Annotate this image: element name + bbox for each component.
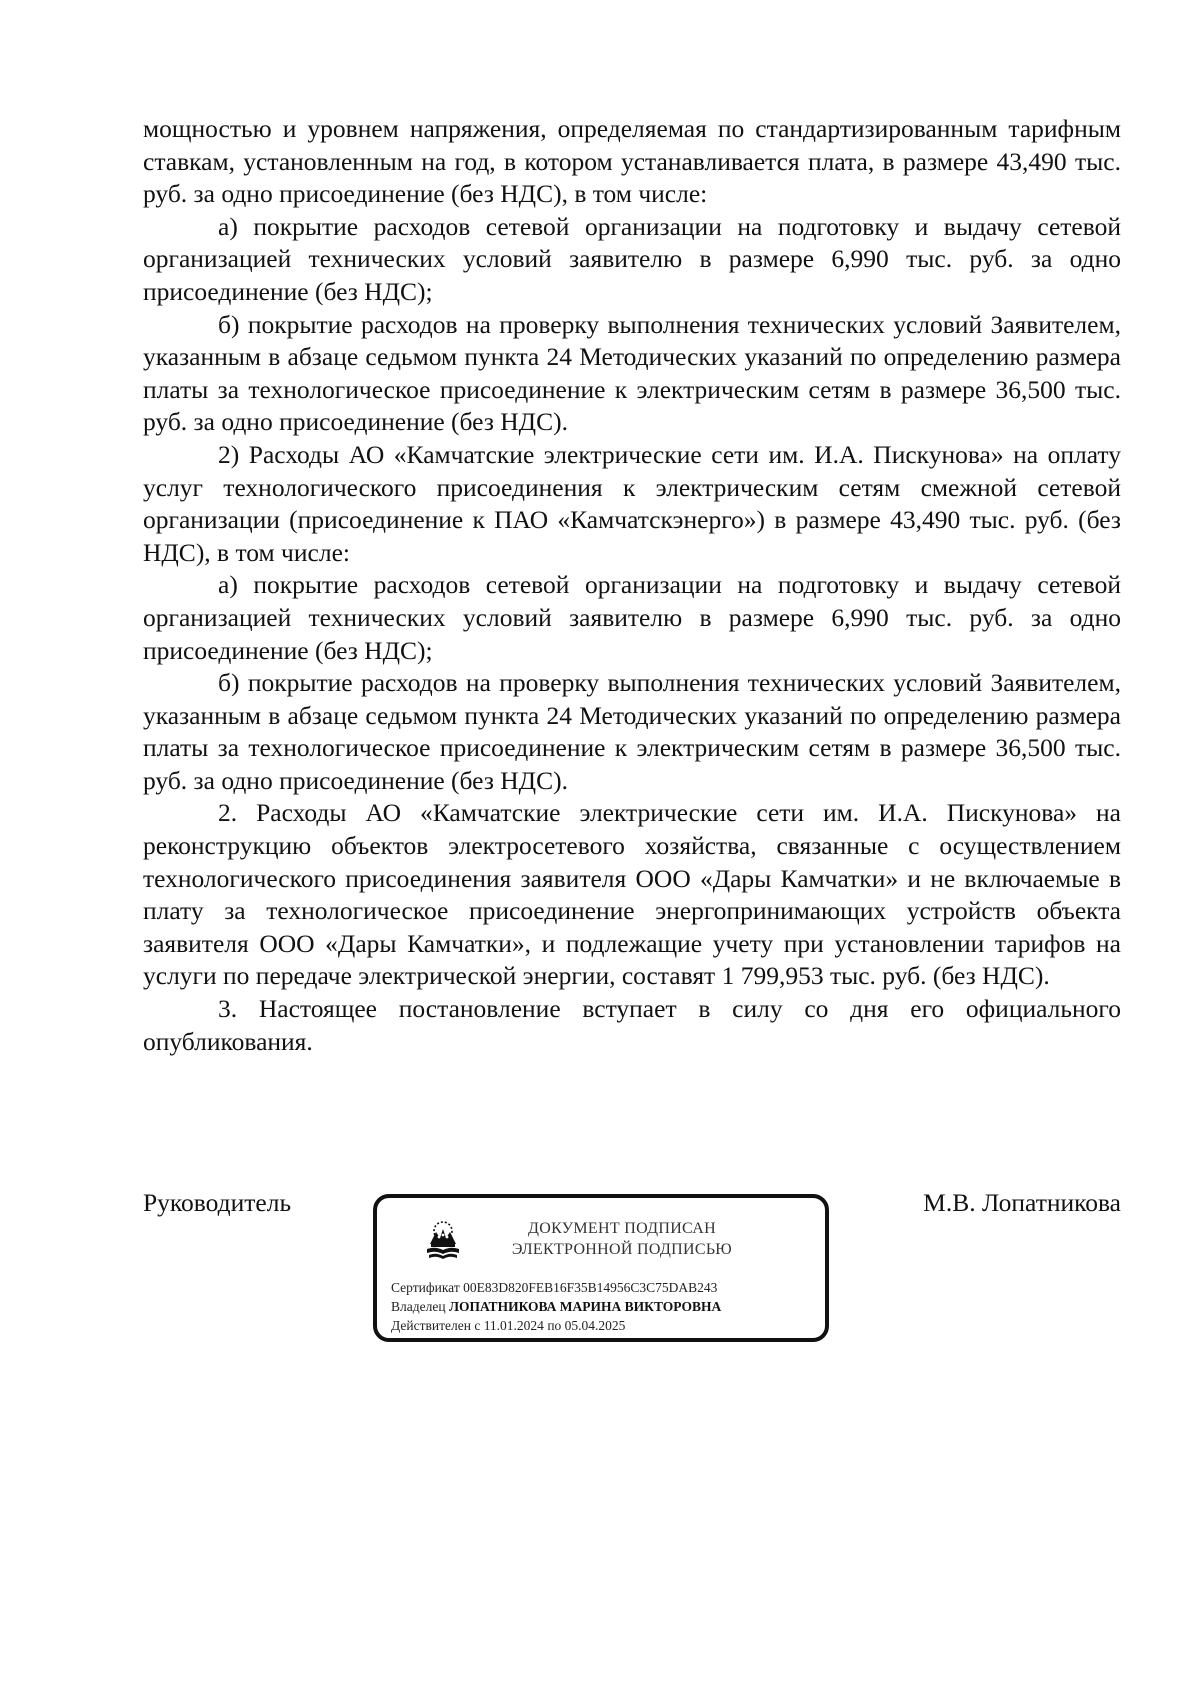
paragraph-item-a: а) покрытие расходов сетевой организации на подготовку и выдачу сетевой организацией технических условий заявителю в размере 6,990 тыс. руб. за одно присоединение (без НДС);: [143, 570, 1121, 665]
stamp-certificate-line: [391, 1278, 721, 1297]
valid-to-label: по: [547, 1318, 562, 1333]
signer-name: М.В. Лопатникова: [923, 1188, 1121, 1217]
paragraph-item-b: б) покрытие расходов на проверку выполнения технических условий Заявителем, указанным в абзаце седьмом пункта 24 Методических указаний по определению размера платы за технологическое присоединение к электрическим сетям в размере 36,500 тыс. руб. за одно присоединение (без НДС).: [143, 309, 1121, 437]
signer-title: Руководитель: [143, 1188, 292, 1217]
certificate-value: 00E83D820FEB16F35B14956C3C75DAB243: [463, 1280, 718, 1295]
valid-from-date: 11.01.2024: [483, 1318, 544, 1333]
owner-value: ЛОПАТНИКОВА МАРИНА ВИКТОРОВНА: [448, 1299, 722, 1314]
valid-to-date: 05.04.2025: [564, 1318, 626, 1333]
paragraph-item-b: б) покрытие расходов на проверку выполнения технических условий Заявителем, указанным в абзаце седьмом пункта 24 Методических указаний по определению размера платы за технологическое присоединение к электрическим сетям в размере 36,500 тыс. руб. за одно присоединение (без НДС).: [143, 668, 1121, 795]
owner-label: Владелец: [391, 1299, 446, 1314]
paragraph-point-3-effective: 3. Настоящее постановление вступает в силу со дня его официального опубликования.: [143, 994, 1121, 1056]
stamp-heading-line: ЭЛЕКТРОННОЙ ПОДПИСЬЮ: [511, 1241, 733, 1258]
valid-from-label: с: [474, 1318, 481, 1333]
paragraph-item-a: а) покрытие расходов сетевой организации на подготовку и выдачу сетевой организацией технических условий заявителю в размере 6,990 тыс. руб. за одно присоединение (без НДС);: [143, 211, 1121, 306]
stamp-heading-line: ДОКУМЕНТ ПОДПИСАН: [528, 1220, 716, 1237]
valid-label: Действителен: [391, 1318, 471, 1333]
electronic-signature-stamp: [373, 1194, 829, 1342]
certificate-label: Сертификат: [391, 1280, 460, 1295]
stamp-validity-line: [391, 1316, 721, 1335]
stamp-heading: [477, 1218, 767, 1260]
paragraph-item-2-expenses: 2) Расходы АО «Камчатские электрические сети им. И.А. Пискунова» на оплату услуг технологического присоединения к электрическим сетям смежной сетевой организации (присоединение к ПАО «Камчатскэнерго») в размере 43,490 тыс. руб. (без НДС), в том числе:: [143, 439, 1121, 567]
stamp-owner-line: [391, 1297, 721, 1316]
paragraph-continuation: мощностью и уровнем напряжения, определяемая по стандартизированным тарифным ставкам, установленным на год, в котором устанавливается плата, в размере 43,490 тыс. руб. за одно присоединение (без НДС), в том числе:: [143, 114, 1121, 209]
document-body: [143, 113, 1121, 1058]
paragraph-point-2-reconstruction: 2. Расходы АО «Камчатские электрические сети им. И.А. Пискунова» на реконструкцию объектов электросетевого хозяйства, связанные с осуществлением технологического присоединения заявителя ООО «Дары Камчатки» и не включаемые в плату за технологическое присоединение энергопринимающих устройств объекта заявителя ООО «Дары Камчатки», и подлежащие учету при установлении тарифов на услуги по передаче электрической энергии, составят 1 799,953 тыс. руб. (без НДС).: [143, 798, 1121, 991]
kamchatka-emblem-icon: [419, 1215, 467, 1263]
stamp-details: [391, 1278, 721, 1335]
